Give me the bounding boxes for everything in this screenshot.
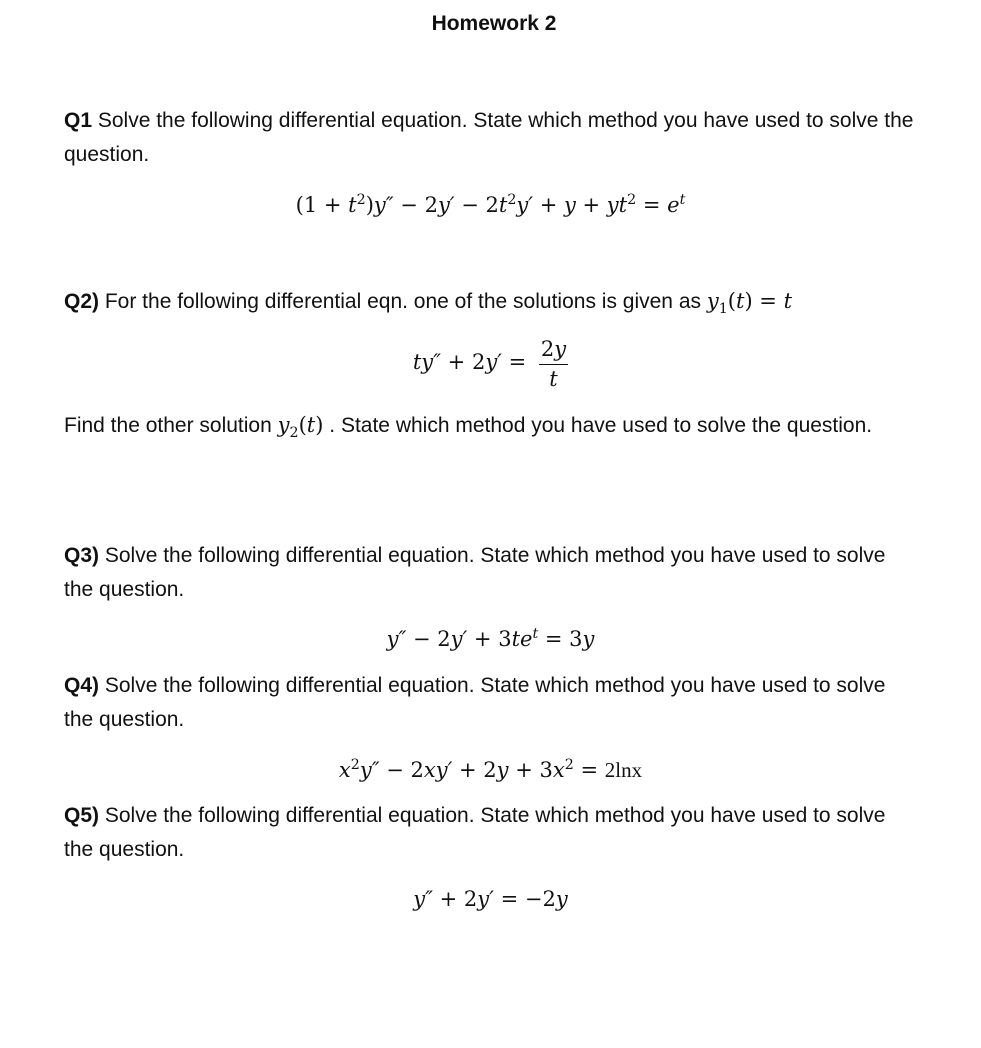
question-5-text: Solve the following differential equation. State which method you have used to solve the question. [64,804,886,861]
question-3-label: Q3) [64,544,100,567]
question-2-find-text-after: . State which method you have used to solve the question. [323,414,873,437]
question-3 [64,539,914,607]
question-2 [64,284,934,319]
question-1 [64,104,914,172]
question-3-text: Solve the following differential equation. State which method you have used to solve the question. [64,544,886,601]
question-2-equation: ty″ + 2y′ = $\frac{2y}{t}$ [412,337,567,391]
question-1-text: Solve the following differential equation. State which method you have used to solve the question. [64,109,914,166]
question-2-find [64,408,914,443]
question-3-equation: $y'' - 2y' + 3te^t = 3y$ [386,626,595,651]
question-1-equation: $(1 + t^2)y'' - 2y' - 2t^2y' + y + yt^2 = e^t$ [295,192,686,217]
page-title: Homework 2 [431,12,557,35]
question-2-label: Q2) [64,290,100,313]
question-4-label: Q4) [64,674,100,697]
question-5 [64,799,914,867]
question-2-find-text-before: Find the other solution [64,414,278,437]
question-5-label: Q5) [64,804,100,827]
question-4-text: Solve the following differential equation. State which method you have used to solve the question. [64,674,886,731]
question-2-text: For the following differential eqn. one of the solutions is given as [99,290,707,313]
question-4-equation: $x^2y'' - 2xy' + 2y + 3x^2 = 2\ln x$ [338,757,643,782]
fraction: $\frac{2y}{t}$ [540,337,567,391]
question-4 [64,669,914,737]
question-5-equation: y″ + 2y′ = −2y [413,887,568,911]
unknown-solution: $y_2(t)$ [277,413,324,442]
given-solution: $y_1(t) = t$ [706,289,793,318]
question-1-label: Q1 [64,109,93,132]
